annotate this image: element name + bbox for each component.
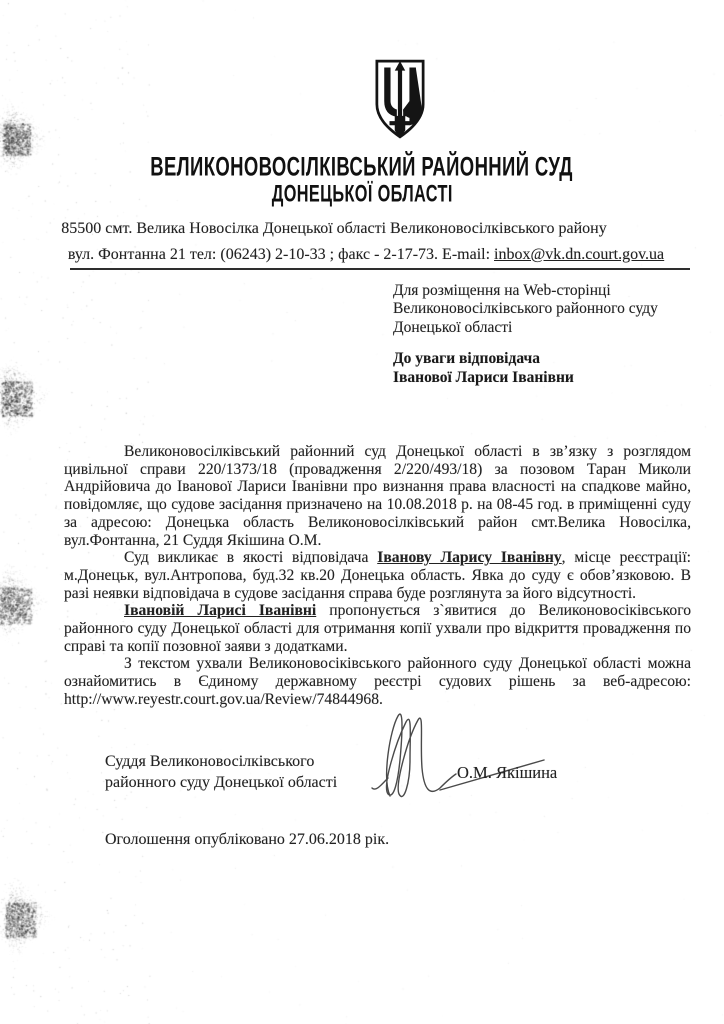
header-divider-rule	[70, 268, 690, 270]
court-name-heading	[0, 153, 724, 207]
attention-block	[393, 350, 574, 387]
web-note-line3: Донецької області	[393, 318, 513, 336]
copy-pickup-text: пропонується з`явитися до Великоновосіківського районного суду Донецької області для отримання копії ухвали про відкриття провадження по справі та копії позовної заяви з додатками.	[64, 602, 691, 655]
judge-title-block	[105, 751, 337, 793]
registry-text: З текстом ухвали Великоновосіківського районного суду Донецької області можна ознайомитись в Єдиному державному реєстрі судових рішень за веб-адресою:	[64, 655, 691, 691]
coat-of-arms-emblem	[372, 58, 428, 140]
signer-name: О.М. Якішина	[457, 763, 558, 782]
notice-body-text	[64, 443, 691, 709]
web-note-line2: Великоновосілківського районного суду	[393, 300, 658, 318]
paragraph-registry-link	[64, 655, 691, 708]
court-email: inbox@vk.dn.court.gov.ua	[494, 246, 665, 263]
defendant-name-emphasis: Іванову Ларису Іванівну	[377, 549, 562, 567]
registry-url: http://www.reyestr.court.gov.ua/Review/74844968.	[64, 690, 383, 708]
paragraph-hearing-info: Великоновосілківський районний суд Донецької області в зв’язку з розглядом цивільної справи 220/1373/18 (провадження 2/220/493/18) за позовом Таран Миколи Андрійовича до Іванової Лариси Іванівни про визнання права власності на спадкове майно, повідомляє, що судове засідання призначено на 10.08.2018 р. на 08-45 год. в приміщенні суду за адресою: Донецька область Великоновосілківський район смт.Велика Новосілка, вул.Фонтанна, 21 Суддя Якішина О.М.	[64, 443, 691, 549]
paragraph-summons	[64, 549, 691, 602]
court-name-line1: ВЕЛИКОНОВОСІЛКІВСЬКИЙ РАЙОННИЙ СУД	[150, 151, 574, 183]
court-address-line1: 85500 смт. Велика Новосілка Донецької області Великоновосілківського району	[61, 220, 607, 237]
ukraine-trident-icon	[372, 58, 428, 140]
judge-title-line1: Суддя Великоновосілківського	[105, 753, 315, 770]
handwritten-signature	[352, 708, 567, 813]
summons-suffix: , місце реєстрації: м.Донецьк, вул.Антропова, буд.32 кв.20 Донецька область. Явка до суду є обов’язковою. В разі неявки відповідача в судове засідання справа буде розглянута за його відсутності.	[64, 549, 691, 602]
attention-line1: До уваги відповідача	[393, 350, 540, 367]
attention-defendant-name: Іванової Лариси Іванівни	[393, 368, 574, 386]
paragraph-copy-pickup	[64, 602, 691, 655]
judge-title-line2: районного суду Донецької області	[105, 774, 338, 791]
defendant-name-emphasis-2: Івановій Ларисі Іванівні	[124, 602, 317, 620]
address-contacts: вул. Фонтанна 21 тел: (06243) 2-10-33 ; факс - 2-17-73. E-mail:	[67, 246, 495, 263]
court-address-line2	[4, 246, 724, 264]
publication-date-note: Оголошення опубліковано 27.06.2018 рік.	[105, 831, 390, 848]
web-note-line1: Для розміщення на Web-сторінці	[393, 282, 611, 299]
web-placement-note	[393, 282, 658, 337]
court-name-line2: ДОНЕЦЬКОЇ ОБЛАСТІ	[271, 179, 453, 207]
summons-prefix: Суд викликає в якості відповідача	[124, 549, 378, 567]
